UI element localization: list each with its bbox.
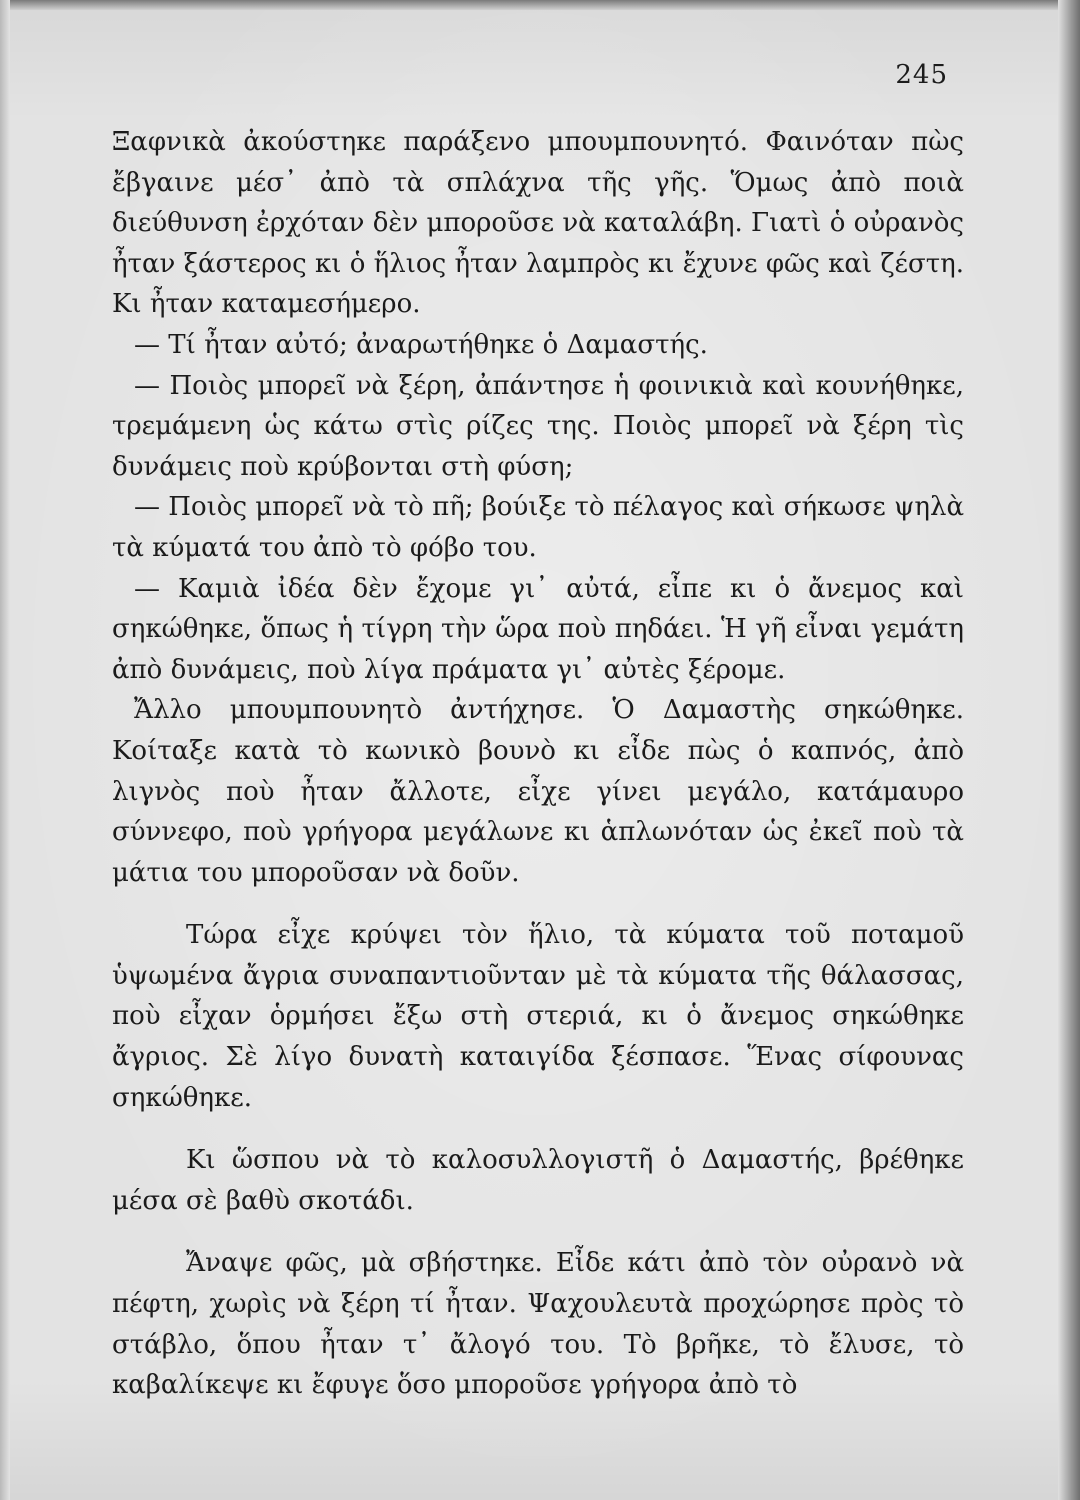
page-right-edge	[1058, 0, 1080, 1500]
paragraph-2: — Τί ἦταν αὐτό; ἀναρωτήθηκε ὁ Δαμαστής.	[134, 329, 708, 360]
paragraph-1: Ξαφνικὰ ἀκούστηκε παράξενο μπουμπουνητό. Φαινόταν πὼς ἔβγαινε μέσ᾿ ἀπὸ τὰ σπλάχνα τῆς γῆς. Ὅμως ἀπὸ ποιὰ διεύθυνση ἐρχόταν δὲν μποροῦσε νὰ καταλάβη. Γιατὶ ὁ οὐρανὸς ἦταν ξάστερος κι ὁ ἥλιος ἦταν λαμπρὸς κι ἔχυνε φῶς καὶ ζέστη. Κι ἦταν καταμεσήμερο.	[112, 127, 964, 320]
page-left-shadow	[0, 0, 10, 1500]
paragraph-7: Τώρα εἶχε κρύψει τὸν ἥλιο, τὰ κύματα τοῦ ποταμοῦ ὑψωμένα ἄγρια συναπαντιοῦνταν μὲ τὰ κύματα τῆς θάλασσας, ποὺ εἶχαν ὁρμήσει ἔξω στὴ στεριά, κι ὁ ἄνεμος σηκώθηκε ἄγριος. Σὲ λίγο δυνατὴ καταιγίδα ξέσπασε. Ἕνας σίφουνας σηκώθηκε.	[112, 920, 964, 1113]
paragraph-8: Κι ὥσπου νὰ τὸ καλοσυλλογιστῆ ὁ Δαμαστής, βρέθηκε μέσα σὲ βαθὺ σκοτάδι.	[112, 1145, 964, 1216]
paragraph-6: Ἄλλο μπουμπουνητὸ ἀντήχησε. Ὁ Δαμαστὴς σηκώθηκε. Κοίταξε κατὰ τὸ κωνικὸ βουνὸ κι εἶδε πὼς ὁ καπνός, ἀπὸ λιγνὸς ποὺ ἦταν ἄλλοτε, εἶχε γίνει μεγάλο, κατάμαυρο σύννεφο, ποὺ γρήγορα μεγάλωνε κι ἁπλωνόταν ὡς ἐκεῖ ποὺ τὰ μάτια του μποροῦσαν νὰ δοῦν.	[112, 695, 964, 888]
paragraph-9: Ἄναψε φῶς, μὰ σβήστηκε. Εἶδε κάτι ἀπὸ τὸν οὐρανὸ νὰ πέφτη, χωρὶς νὰ ξέρη τί ἦταν. Ψαχουλευτὰ προχώρησε πρὸς τὸ στάβλο, ὅπου ἦταν τ᾿ ἄλογό του. Τὸ βρῆκε, τὸ ἔλυσε, τὸ καβαλίκεψε κι ἔφυγε ὅσο μποροῦσε γρήγορα ἀπὸ τὸ	[112, 1248, 964, 1401]
page-top-shadow	[0, 0, 1080, 10]
paragraph-3: — Ποιὸς μπορεῖ νὰ ξέρη, ἀπάντησε ἡ φοινικιὰ καὶ κουνήθηκε, τρεμάμενη ὡς κάτω στὶς ρίζες της. Ποιὸς μπορεῖ νὰ ξέρη τὶς δυνάμεις ποὺ κρύβονται στὴ φύση;	[112, 370, 964, 482]
body-text	[112, 122, 964, 1406]
page-number: 245	[895, 60, 948, 90]
paragraph-5: — Καμιὰ ἰδέα δὲν ἔχομε γι᾿ αὐτά, εἶπε κι ὁ ἄνεμος καὶ σηκώθηκε, ὅπως ἡ τίγρη τὴν ὥρα ποὺ πηδάει. Ἡ γῆ εἶναι γεμάτη ἀπὸ δυνάμεις, ποὺ λίγα πράματα γι᾿ αὐτὲς ξέρομε.	[112, 573, 964, 685]
paragraph-4: — Ποιὸς μπορεῖ νὰ τὸ πῆ; βούιξε τὸ πέλαγος καὶ σήκωσε ψηλὰ τὰ κύματά του ἀπὸ τὸ φόβο του.	[112, 492, 964, 563]
